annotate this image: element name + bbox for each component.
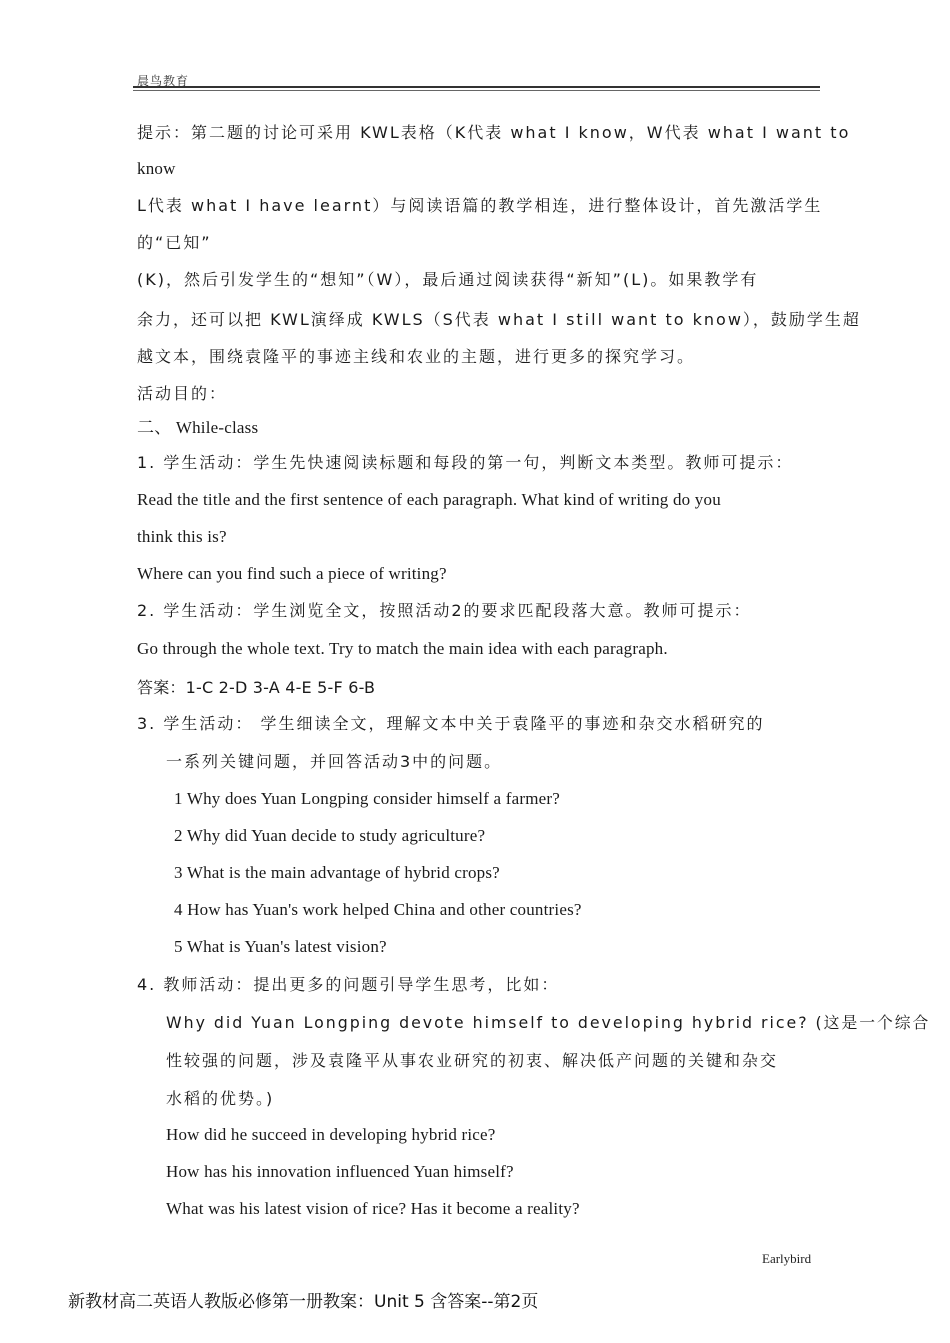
body-line: 余力，还可以把 KWL演绎成 KWLS（S代表 what I still want to know），鼓励学生超: [137, 310, 861, 329]
footer-document-title: 新教材高二英语人教版必修第一册教案：Unit 5 含答案--第2页: [68, 1292, 539, 1312]
body-line: 3. 学生活动： 学生细读全文，理解文本中关于袁隆平的事迹和杂交水稻研究的: [137, 714, 765, 733]
body-line: How did he succeed in developing hybrid rice?: [166, 1125, 496, 1144]
body-line: 2. 学生活动：学生浏览全文，按照活动2的要求匹配段落大意。教师可提示：: [137, 601, 752, 620]
question-item: 4 How has Yuan's work helped China and other countries?: [174, 900, 582, 919]
body-line: 提示：第二题的讨论可采用 KWL表格（K代表 what I know，W代表 what I want to: [137, 123, 851, 142]
body-line: 越文本，围绕袁隆平的事迹主线和农业的主题，进行更多的探究学习。: [137, 347, 696, 366]
page-header-label: 晨鸟教育: [137, 74, 190, 88]
body-line: Go through the whole text. Try to match the main idea with each paragraph.: [137, 639, 668, 658]
body-line: 1. 学生活动：学生先快速阅读标题和每段的第一句，判断文本类型。教师可提示：: [137, 453, 794, 472]
answer-key: 答案：1-C 2-D 3-A 4-E 5-F 6-B: [137, 678, 376, 697]
body-line: (K)，然后引发学生的“想知”（W），最后通过阅读获得“新知”(L)。如果教学有: [137, 270, 759, 289]
body-line: Where can you find such a piece of writing?: [137, 564, 447, 583]
body-line: 一系列关键问题，并回答活动3中的问题。: [166, 752, 503, 771]
footer-brand: Earlybird: [762, 1251, 812, 1266]
body-line: 活动目的：: [137, 384, 228, 403]
body-line: L代表 what I have learnt）与阅读语篇的教学相连，进行整体设计，首先激活学生: [137, 196, 823, 215]
question-item: 5 What is Yuan's latest vision?: [174, 937, 387, 956]
body-line: 性较强的问题，涉及袁隆平从事农业研究的初衷、解决低产问题的关键和杂交: [166, 1051, 779, 1070]
body-line: think this is?: [137, 527, 227, 546]
body-line: know: [137, 159, 176, 178]
body-line: Why did Yuan Longping devote himself to developing hybrid rice? (这是一个综合: [166, 1013, 931, 1032]
body-line: 4. 教师活动：提出更多的问题引导学生思考，比如：: [137, 975, 560, 994]
question-item: 3 What is the main advantage of hybrid crops?: [174, 863, 500, 882]
body-line: 的“已知”: [137, 233, 212, 252]
header-divider: [133, 86, 820, 88]
section-heading: 二、 While-class: [137, 418, 259, 437]
body-line: What was his latest vision of rice? Has it become a reality?: [166, 1199, 580, 1218]
body-line: How has his innovation influenced Yuan himself?: [166, 1162, 514, 1181]
body-line: Read the title and the first sentence of each paragraph. What kind of writing do you: [137, 490, 721, 509]
question-item: 1 Why does Yuan Longping consider himself a farmer?: [174, 789, 560, 808]
header-divider-thin: [133, 90, 820, 91]
body-line: 水稻的优势。): [166, 1089, 275, 1108]
question-item: 2 Why did Yuan decide to study agriculture?: [174, 826, 486, 845]
